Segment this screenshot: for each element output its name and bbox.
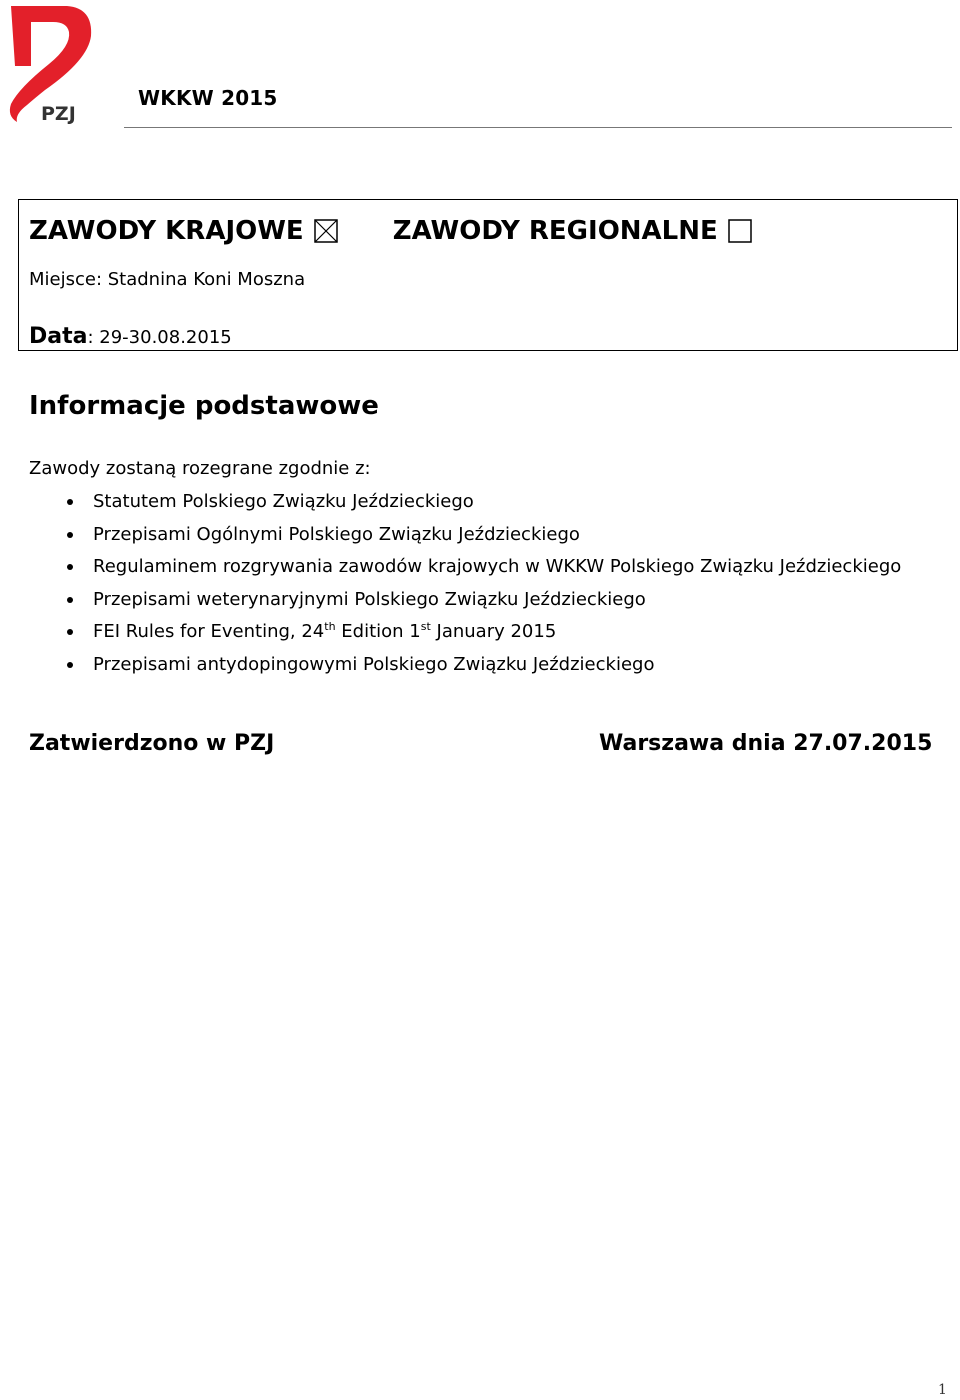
list-item-text-part: Edition 1 [335, 621, 421, 643]
competition-place: Miejsce: Stadnina Koni Moszna [29, 269, 306, 290]
rules-list [0, 490, 901, 686]
regional-competition-label: ZAWODY REGIONALNE [392, 216, 718, 246]
list-item-text: Przepisami weterynaryjnymi Polskiego Związku Jeździeckiego [93, 588, 646, 610]
list-item-text: Przepisami Ogólnymi Polskiego Związku Jeździeckiego [93, 523, 580, 545]
ordinal-suffix: st [420, 620, 431, 634]
pzj-logo [5, 2, 95, 124]
list-item [0, 490, 901, 523]
checked-box-icon [314, 219, 338, 243]
document-header-title: WKKW 2015 [138, 86, 278, 110]
national-competition-label: ZAWODY KRAJOWE [29, 216, 304, 246]
date-label: Data [29, 324, 88, 349]
section-intro: Zawody zostaną rozegrane zgodnie z: [29, 458, 371, 479]
ordinal-suffix: th [324, 620, 336, 634]
regional-competition [393, 216, 752, 246]
place-and-date: Warszawa dnia 27.07.2015 [599, 731, 933, 756]
list-item [0, 620, 901, 653]
national-competition [29, 216, 338, 246]
competition-date [29, 324, 232, 349]
date-value: : 29-30.08.2015 [87, 327, 232, 348]
list-item [0, 523, 901, 556]
list-item-text: Regulaminem rozgrywania zawodów krajowych w WKKW Polskiego Związku Jeździeckiego [93, 556, 902, 578]
bullet-icon [67, 564, 73, 570]
list-item-text-part: FEI Rules for Eventing, 24 [93, 621, 325, 643]
list-item-text: Statutem Polskiego Związku Jeździeckiego [93, 491, 474, 512]
list-item [0, 555, 901, 588]
list-item [0, 653, 901, 686]
header-divider [124, 127, 952, 128]
list-item-text: Przepisami antydopingowymi Polskiego Związku Jeździeckiego [93, 653, 655, 675]
bullet-icon [67, 597, 73, 603]
approval-note: Zatwierdzono w PZJ [29, 731, 275, 756]
logo-text: PZJ [41, 103, 76, 124]
list-item-text-part: January 2015 [430, 621, 557, 643]
bullet-icon [67, 532, 73, 538]
competition-info-box [18, 199, 958, 351]
bullet-icon [67, 499, 73, 505]
empty-box-icon [728, 219, 752, 243]
bullet-icon [67, 629, 73, 635]
section-heading: Informacje podstawowe [29, 391, 379, 421]
competition-type-row [29, 216, 752, 246]
list-item [0, 588, 901, 621]
bullet-icon [67, 662, 73, 668]
page-number: 1 [938, 1382, 947, 1398]
